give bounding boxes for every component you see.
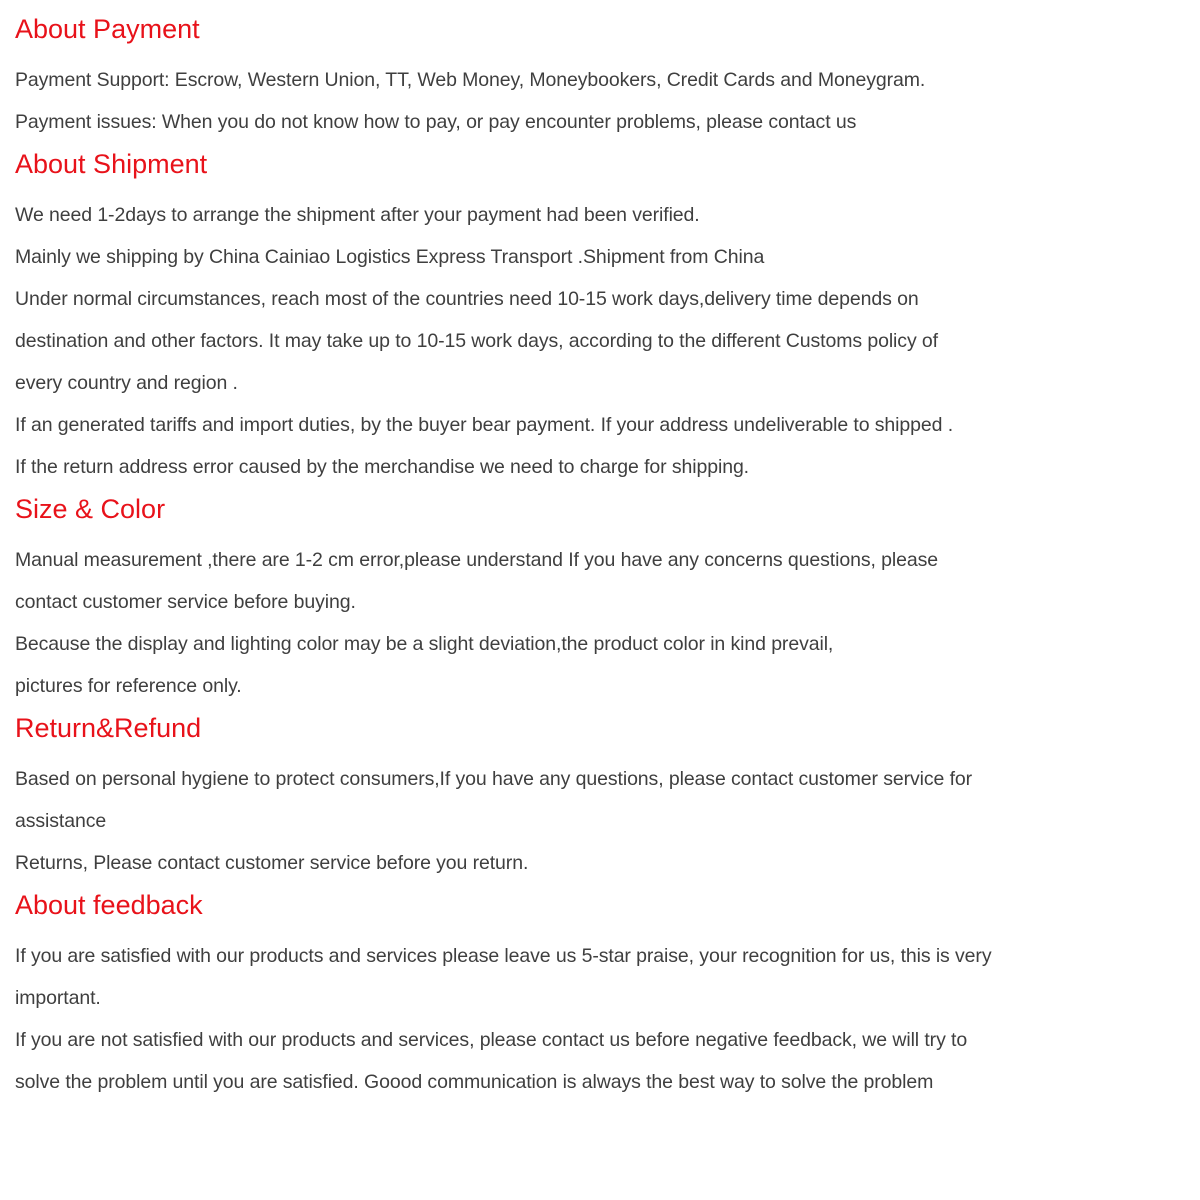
section-heading: About Payment: [15, 14, 200, 44]
section-about-feedback: [15, 884, 1185, 1103]
body-line: Payment issues: When you do not know how to pay, or pay encounter problems, please contact us: [15, 111, 857, 133]
section-heading: About Shipment: [15, 149, 208, 179]
body-line: important.: [15, 987, 101, 1009]
body-line: destination and other factors. It may take up to 10-15 work days, according to the different Customs policy of: [15, 330, 938, 352]
body-line: If the return address error caused by the merchandise we need to charge for shipping.: [15, 456, 750, 478]
body-line: Based on personal hygiene to protect consumers,If you have any questions, please contact customer service for: [15, 768, 973, 790]
body-line: We need 1-2days to arrange the shipment after your payment had been verified.: [15, 204, 700, 226]
body-line: Manual measurement ,there are 1-2 cm error,please understand If you have any concerns questions, please: [15, 549, 938, 571]
body-line: If an generated tariffs and import duties, by the buyer bear payment. If your address undeliverable to shipped .: [15, 414, 954, 436]
body-line: contact customer service before buying.: [15, 591, 356, 613]
body-line: Because the display and lighting color may be a slight deviation,the product color in kind prevail,: [15, 633, 834, 655]
body-line: Under normal circumstances, reach most of the countries need 10-15 work days,delivery time depends on: [15, 288, 919, 310]
body-line: assistance: [15, 810, 107, 832]
body-line: solve the problem until you are satisfied. Goood communication is always the best way to solve the problem: [15, 1071, 934, 1093]
body-line: If you are satisfied with our products and services please leave us 5-star praise, your recognition for us, this is very: [15, 945, 992, 967]
body-line: Payment Support: Escrow, Western Union, TT, Web Money, Moneybookers, Credit Cards and Moneygram.: [15, 69, 926, 91]
section-about-payment: [15, 8, 1185, 143]
body-line: every country and region .: [15, 372, 238, 394]
body-line: If you are not satisfied with our products and services, please contact us before negative feedback, we will try to: [15, 1029, 968, 1051]
section-size-color: [15, 488, 1185, 707]
section-return-refund: [15, 707, 1185, 884]
section-heading: Size & Color: [15, 494, 166, 524]
section-about-shipment: [15, 143, 1185, 488]
section-heading: About feedback: [15, 890, 203, 920]
section-heading: Return&Refund: [15, 713, 202, 743]
body-line: pictures for reference only.: [15, 675, 242, 697]
body-line: Returns, Please contact customer service before you return.: [15, 852, 529, 874]
body-line: Mainly we shipping by China Cainiao Logistics Express Transport .Shipment from China: [15, 246, 765, 268]
